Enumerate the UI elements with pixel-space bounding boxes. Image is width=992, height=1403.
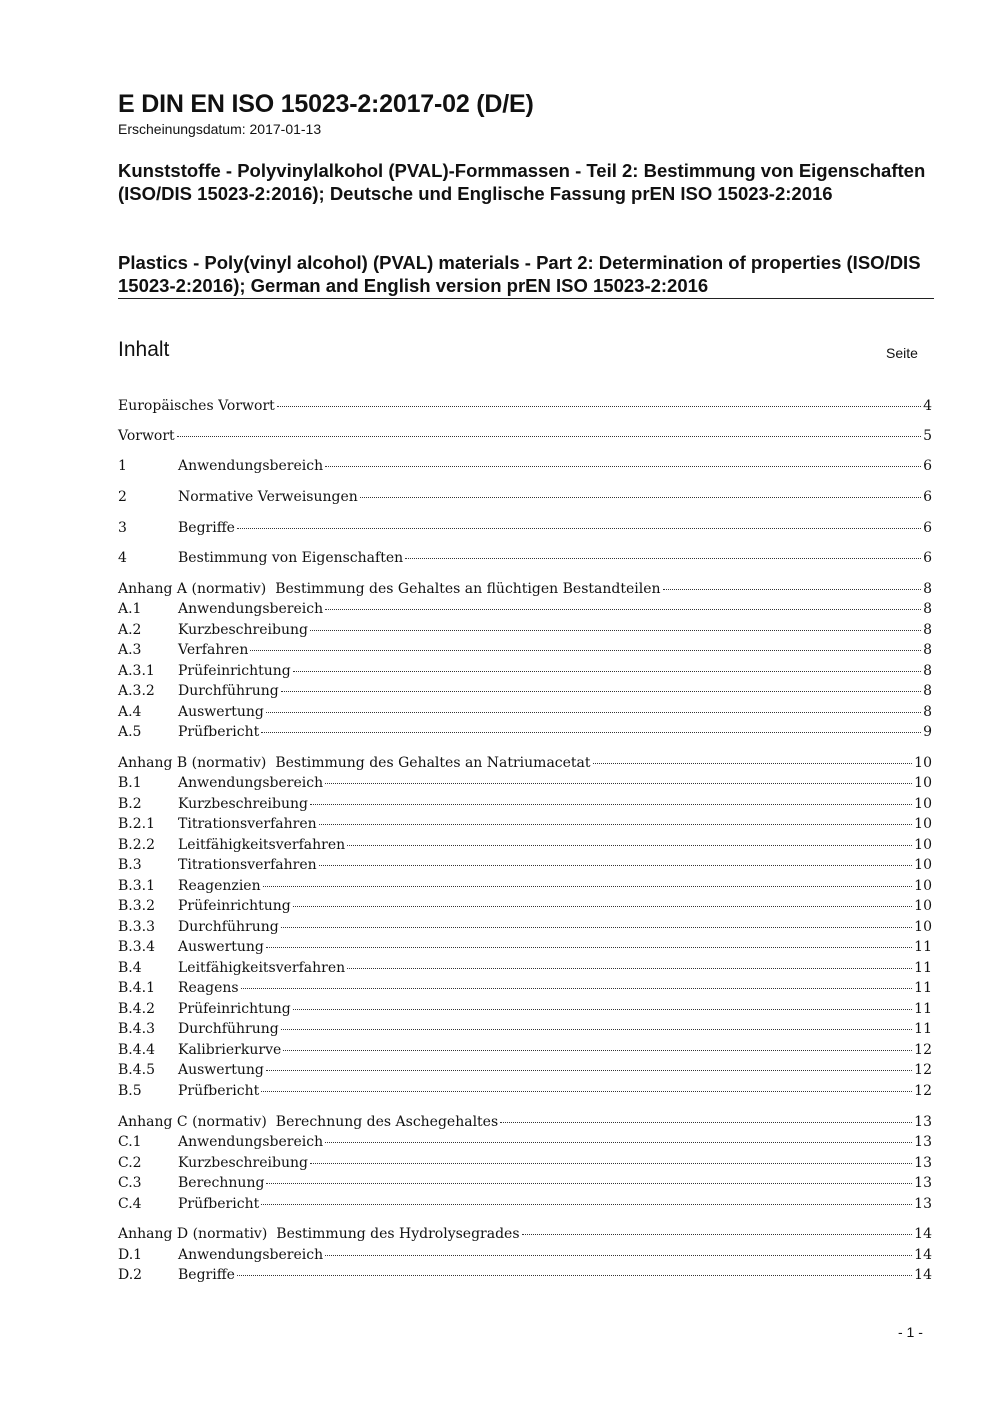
toc-entry-title: Bestimmung des Hydrolysegrades [276, 1226, 520, 1242]
toc-entry-number: B.4.3 [118, 1021, 156, 1037]
page-number: - 1 - [898, 1324, 923, 1340]
toc-dot-leader [281, 927, 912, 928]
toc-annex-label: Anhang C (normativ) [118, 1114, 267, 1130]
toc-entry[interactable] [118, 814, 932, 834]
toc-entry-title: Anwendungsbereich [178, 458, 324, 474]
toc-entry-page: 8 [923, 642, 932, 658]
toc-entry-page: 6 [923, 458, 932, 474]
toc-entry-number: B.3 [118, 857, 142, 873]
toc-entry-title: Berechnung des Aschegehaltes [275, 1114, 499, 1130]
toc-dot-leader [177, 436, 921, 437]
toc-dot-leader [261, 732, 921, 733]
toc-entry-title: Kalibrierkurve [178, 1042, 282, 1058]
toc-entry[interactable] [118, 753, 932, 773]
toc-entry[interactable] [118, 937, 932, 957]
toc-entry-page: 10 [914, 816, 932, 832]
toc-entry[interactable] [118, 773, 932, 793]
toc-dot-leader [261, 1091, 912, 1092]
toc-entry-number: B.2.2 [118, 837, 156, 853]
toc-entry-number: 3 [118, 520, 127, 536]
toc-entry-number: C.2 [118, 1155, 142, 1171]
toc-entry-number: C.1 [118, 1134, 142, 1150]
toc-entry-number: D.1 [118, 1247, 143, 1263]
toc-entry-title: Durchführung [178, 919, 279, 935]
toc-entry-page: 6 [923, 520, 932, 536]
toc-entry-page: 9 [923, 724, 932, 740]
toc-entry-title: Durchführung [178, 683, 279, 699]
toc-entry-number: A.3.2 [118, 683, 155, 699]
toc-dot-leader [261, 1204, 912, 1205]
toc-entry-number: C.4 [118, 1196, 142, 1212]
toc-annex-label: Anhang D (normativ) [118, 1226, 268, 1242]
toc-dot-leader [522, 1234, 913, 1235]
toc-entry[interactable] [118, 1265, 932, 1285]
toc-entry-title: Durchführung [178, 1021, 279, 1037]
toc-entry-title: Prüfbericht [178, 1083, 260, 1099]
toc-dot-leader [593, 763, 913, 764]
toc-entry-title: Berechnung [178, 1175, 265, 1191]
toc-entry[interactable] [118, 548, 932, 568]
toc-entry[interactable] [118, 876, 932, 896]
toc-entry-page: 13 [914, 1175, 932, 1191]
title-english: Plastics - Poly(vinyl alcohol) (PVAL) materials - Part 2: Determination of properties (ISO/DIS 15023-2:2016); German and English version prEN ISO 15023-2:2016 [118, 252, 921, 296]
toc-entry-number: B.4.1 [118, 980, 156, 996]
toc-entry-title: Prüfeinrichtung [178, 1001, 291, 1017]
toc-entry[interactable] [118, 1245, 932, 1265]
toc-entry[interactable] [118, 396, 932, 416]
toc-entry-page: 10 [914, 919, 932, 935]
toc-entry-number: B.3.4 [118, 939, 156, 955]
toc-entry-page: 11 [914, 1021, 932, 1037]
toc-entry-page: 8 [923, 683, 932, 699]
toc-entry-title: Anwendungsbereich [178, 1247, 324, 1263]
toc-entry[interactable] [118, 1081, 932, 1101]
toc-dot-leader [325, 783, 912, 784]
toc-entry-number: B.4.4 [118, 1042, 156, 1058]
toc-entry-number: B.3.1 [118, 878, 156, 894]
toc-entry-page: 11 [914, 939, 932, 955]
toc-entry-page: 11 [914, 1001, 932, 1017]
document-number: E DIN EN ISO 15023-2:2017-02 (D/E) [118, 90, 534, 118]
toc-entry-number: B.2.1 [118, 816, 156, 832]
toc-entry-page: 8 [923, 581, 932, 597]
toc-entry-page: 10 [914, 878, 932, 894]
toc-entry-title: Auswertung [178, 939, 264, 955]
toc-entry-title: Begriffe [178, 520, 235, 536]
header-divider [118, 298, 934, 299]
toc-entry[interactable] [118, 702, 932, 722]
toc-dot-leader [500, 1122, 912, 1123]
toc-dot-leader [266, 1183, 912, 1184]
toc-dot-leader [293, 1009, 912, 1010]
toc-entry[interactable] [118, 518, 932, 538]
toc-entry-page: 12 [914, 1062, 932, 1078]
toc-dot-leader [281, 691, 921, 692]
toc-entry-number: B.1 [118, 775, 142, 791]
toc-entry-number: 2 [118, 489, 127, 505]
toc-dot-leader [325, 609, 921, 610]
toc-entry-title: Anwendungsbereich [178, 775, 324, 791]
toc-entry-title: Leitfähigkeitsverfahren [178, 837, 346, 853]
toc-entry[interactable] [118, 661, 932, 681]
toc-entry-page: 12 [914, 1042, 932, 1058]
toc-entry-page: 8 [923, 663, 932, 679]
toc-entry[interactable] [118, 978, 932, 998]
toc-entry-page: 8 [923, 622, 932, 638]
toc-entry-page: 10 [914, 755, 932, 771]
toc-dot-leader [310, 1163, 912, 1164]
toc-entry-page: 12 [914, 1083, 932, 1099]
toc-entry-number: 4 [118, 550, 127, 566]
publication-date: Erscheinungsdatum: 2017-01-13 [118, 121, 322, 137]
toc-entry-page: 11 [914, 960, 932, 976]
toc-entry-page: 10 [914, 837, 932, 853]
toc-entry-page: 4 [923, 398, 932, 414]
toc-dot-leader [277, 406, 921, 407]
toc-entry[interactable] [118, 1112, 932, 1132]
toc-entry-number: A.3.1 [118, 663, 155, 679]
toc-entry-page: 14 [914, 1267, 932, 1283]
toc-entry-title: Prüfbericht [178, 1196, 260, 1212]
toc-entry[interactable] [118, 1060, 932, 1080]
toc-entry-title: Leitfähigkeitsverfahren [178, 960, 346, 976]
toc-entry-title: Reagenzien [178, 878, 261, 894]
toc-dot-leader [325, 1255, 912, 1256]
toc-entry-page: 14 [914, 1226, 932, 1242]
toc-dot-leader [319, 824, 913, 825]
toc-entry-number: B.3.3 [118, 919, 156, 935]
toc-entry-title: Verfahren [178, 642, 249, 658]
toc-entry[interactable] [118, 855, 932, 875]
toc-entry-number: B.3.2 [118, 898, 156, 914]
toc-entry[interactable] [118, 487, 932, 507]
toc-entry[interactable] [118, 835, 932, 855]
toc-entry-page: 6 [923, 489, 932, 505]
toc-entry-number: A.3 [118, 642, 142, 658]
toc-entry-title: Kurzbeschreibung [178, 622, 308, 638]
toc-dot-leader [310, 804, 912, 805]
toc-entry[interactable] [118, 1224, 932, 1244]
toc-entry-page: 13 [914, 1196, 932, 1212]
toc-entry-number: B.5 [118, 1083, 142, 1099]
toc-entry-title: Titrationsverfahren [178, 816, 317, 832]
toc-entry[interactable] [118, 456, 932, 476]
toc-dot-leader [266, 1070, 912, 1071]
toc-entry-title: Auswertung [178, 1062, 264, 1078]
toc-entry[interactable] [118, 681, 932, 701]
toc-entry-page: 10 [914, 775, 932, 791]
toc-heading: Inhalt [118, 338, 170, 361]
toc-entry[interactable] [118, 599, 932, 619]
toc-entry-number: A.1 [118, 601, 142, 617]
toc-entry-page: 13 [914, 1114, 932, 1130]
toc-entry-number: A.2 [118, 622, 142, 638]
toc-entry-number: C.3 [118, 1175, 142, 1191]
toc-entry-title: Kurzbeschreibung [178, 1155, 308, 1171]
toc-entry-page: 10 [914, 898, 932, 914]
toc-entry[interactable] [118, 1153, 932, 1173]
toc-entry-title: Reagens [178, 980, 239, 996]
toc-entry[interactable] [118, 1194, 932, 1214]
toc-entry-title: Prüfeinrichtung [178, 663, 291, 679]
toc-entry-number: B.2 [118, 796, 142, 812]
toc-entry-page: 6 [923, 550, 932, 566]
toc-entry[interactable] [118, 620, 932, 640]
toc-annex-label: Anhang A (normativ) [118, 581, 267, 597]
toc-dot-leader [325, 1142, 912, 1143]
toc-dot-leader [347, 968, 912, 969]
toc-entry-number: B.4.2 [118, 1001, 156, 1017]
title-german: Kunststoffe - Polyvinylalkohol (PVAL)-Formmassen - Teil 2: Bestimmung von Eigenschaften (ISO/DIS 15023-2:2016); Deutsche und Englische Fassung prEN ISO 15023-2:2016 [118, 160, 926, 204]
toc-entry-number: A.5 [118, 724, 142, 740]
toc-entry[interactable] [118, 896, 932, 916]
toc-dot-leader [241, 988, 913, 989]
toc-entry-page: 13 [914, 1155, 932, 1171]
toc-entry-title: Titrationsverfahren [178, 857, 317, 873]
toc-entry-title: Prüfbericht [178, 724, 260, 740]
toc-entry[interactable] [118, 640, 932, 660]
toc-dot-leader [347, 845, 912, 846]
toc-entry-number: A.4 [118, 704, 142, 720]
toc-entry-title: Normative Verweisungen [178, 489, 358, 505]
toc-dot-leader [360, 497, 921, 498]
toc-entry[interactable] [118, 1132, 932, 1152]
toc-entry-page: 11 [914, 980, 932, 996]
toc-entry-title: Bestimmung von Eigenschaften [178, 550, 404, 566]
toc-entry-title: Kurzbeschreibung [178, 796, 308, 812]
toc-dot-leader [281, 1029, 912, 1030]
toc-dot-leader [283, 1050, 912, 1051]
toc-entry-number: B.4.5 [118, 1062, 156, 1078]
toc-entry[interactable] [118, 1173, 932, 1193]
toc-entry-title: Prüfeinrichtung [178, 898, 291, 914]
toc-entry-number: D.2 [118, 1267, 143, 1283]
toc-annex-label: Anhang B (normativ) [118, 755, 267, 771]
toc-page-column-label: Seite [886, 345, 918, 361]
toc-entry[interactable] [118, 794, 932, 814]
toc-dot-leader [263, 886, 913, 887]
toc-entry-page: 14 [914, 1247, 932, 1263]
toc-entry[interactable] [118, 426, 932, 446]
toc-dot-leader [293, 671, 921, 672]
toc-entry-page: 8 [923, 601, 932, 617]
toc-entry-title: Bestimmung des Gehaltes an Natriumacetat [275, 755, 591, 771]
toc-entry-number: B.4 [118, 960, 142, 976]
toc-dot-leader [325, 466, 921, 467]
toc-dot-leader [250, 650, 921, 651]
toc-entry[interactable] [118, 958, 932, 978]
toc-entry[interactable] [118, 1019, 932, 1039]
toc-dot-leader [237, 1275, 912, 1276]
toc-entry-title: Begriffe [178, 1267, 235, 1283]
toc-entry-title: Bestimmung des Gehaltes an flüchtigen Bestandteilen [275, 581, 661, 597]
toc-entry-number: 1 [118, 458, 127, 474]
toc-entry[interactable] [118, 999, 932, 1019]
toc-entry[interactable] [118, 917, 932, 937]
toc-entry-page: 10 [914, 796, 932, 812]
toc-entry[interactable] [118, 722, 932, 742]
toc-entry-title: Europäisches Vorwort [118, 398, 275, 414]
toc-entry-page: 10 [914, 857, 932, 873]
toc-entry-page: 5 [923, 428, 932, 444]
toc-entry-title: Vorwort [118, 428, 175, 444]
toc-dot-leader [663, 589, 922, 590]
toc-entry[interactable] [118, 1040, 932, 1060]
toc-entry-page: 8 [923, 704, 932, 720]
toc-entry-title: Anwendungsbereich [178, 1134, 324, 1150]
toc-dot-leader [266, 712, 921, 713]
toc-entry-title: Auswertung [178, 704, 264, 720]
toc-entry[interactable] [118, 579, 932, 599]
toc-dot-leader [293, 906, 912, 907]
toc-dot-leader [266, 947, 912, 948]
toc-entry-title: Anwendungsbereich [178, 601, 324, 617]
toc-dot-leader [405, 558, 921, 559]
toc-entry-page: 13 [914, 1134, 932, 1150]
toc-dot-leader [237, 528, 921, 529]
toc-dot-leader [310, 630, 921, 631]
toc-dot-leader [319, 865, 913, 866]
